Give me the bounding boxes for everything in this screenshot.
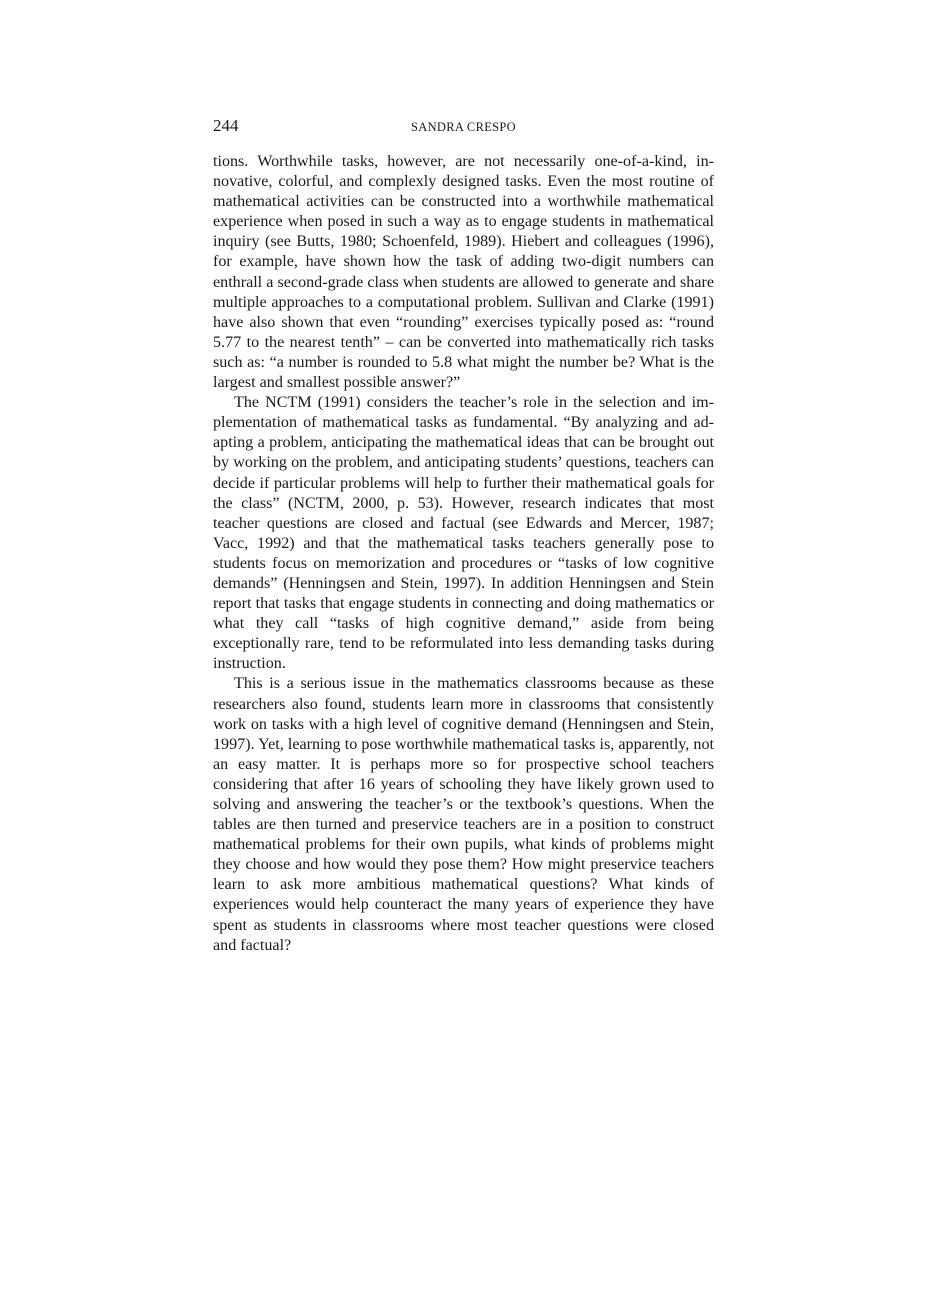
running-head — [213, 116, 714, 138]
running-head-author: SANDRA CRESPO — [411, 120, 516, 134]
page — [213, 116, 714, 956]
paragraph-nctm: The NCTM (1991) considers the teacher’s role in the selection and implementation of mathematical tasks as fundamental. “By analyzing and adapting a problem, anticipating the mathematical ideas that can be brought out by working on the problem, and anticipating students’ questions, teachers can decide if particular problems will help to further their mathematical goals for the class” (NCTM, 2000, p. 53). However, research indicates that most teacher questions are closed and factual (see Edwards and Mercer, 1987; Vacc, 1992) and that the mathematical tasks teachers generally pose to students focus on memorization and procedures or “tasks of low cognitive demands” (Henningsen and Stein, 1997). In addition Henningsen and Stein report that tasks that engage students in connecting and doing mathematics or what they call “tasks of high cognitive demand,” aside from being exceptionally rare, tend to be reformulated into less demanding tasks during instruction. — [213, 394, 714, 673]
paragraph-continued: tions. Worthwhile tasks, however, are not necessarily one-of-a-kind, innovative, colorful, and complexly designed tasks. Even the most routine of mathematical activities can be constructed into a worthwhile mathematical experience when posed in such a way as to engage students in mathematical inquiry (see Butts, 1980; Schoenfeld, 1989). Hiebert and colleagues (1996), for example, have shown how the task of adding two-digit numbers can enthrall a second-grade class when students are allowed to generate and share multiple approaches to a computational problem. Sullivan and Clarke (1991) have also shown that even “rounding” exercises typically posed as: “round 5.77 to the nearest tenth” – can be converted into mathematically rich tasks such as: “a number is rounded to 5.8 what might the number be? What is the largest and smallest possible answer?” — [213, 153, 714, 392]
paragraph-serious-issue: This is a serious issue in the mathematics classrooms because as these researchers also found, students learn more in classrooms that consistently work on tasks with a high level of cognitive demand (Henningsen and Stein, 1997). Yet, learning to pose worthwhile mathematical tasks is, apparently, not an easy matter. It is perhaps more so for prospective school teachers considering that after 16 years of schooling they have likely grown used to solving and answering the teacher’s or the textbook’s questions. When the tables are then turned and preservice teachers are in a position to construct mathematical problems for their own pupils, what kinds of problems might they choose and how would they pose them? How might preservice teachers learn to ask more ambitious mathematical questions? What kinds of experiences would help counteract the many years of experience they have spent as students in classrooms where most teacher questions were closed and factual? — [213, 675, 714, 954]
page-number: 244 — [213, 116, 239, 135]
body-text — [213, 152, 714, 956]
